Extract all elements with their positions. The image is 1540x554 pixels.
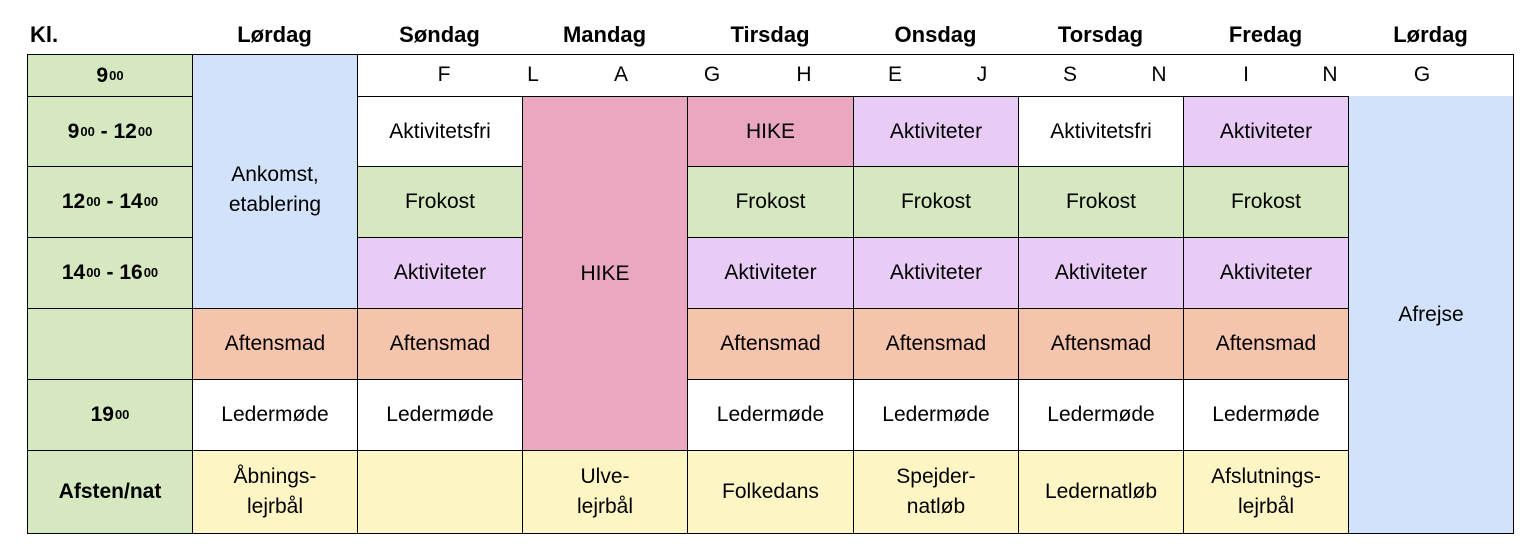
header-day-0: Lørdag <box>237 22 312 47</box>
time-label-end: 12 <box>113 119 137 143</box>
time-label: 9 <box>96 63 109 87</box>
activity-afrejse <box>1348 96 1514 534</box>
activity-ledermøde <box>1018 379 1184 451</box>
time-separator: - <box>100 261 120 284</box>
flag-letter: F <box>437 63 451 86</box>
activity-label: Afslutnings- lejrbål <box>1211 465 1321 518</box>
time-cell-3: 14 00 - 16 00 <box>27 237 193 309</box>
flagging-banner <box>357 54 1514 97</box>
time-label-end: 14 <box>119 190 143 213</box>
time-label: 9 <box>67 119 80 143</box>
activity-aftensmad <box>687 308 854 380</box>
activity-label: Åbnings- lejrbål <box>233 465 317 518</box>
activity-label: Aftensmad <box>389 332 491 355</box>
flag-letter: A <box>613 63 628 86</box>
header-day-6: Fredag <box>1228 22 1303 47</box>
flag-letter: G <box>1413 63 1431 86</box>
activity-label: Aktiviteter <box>393 261 487 284</box>
activity-label: Aktiviteter <box>889 261 983 284</box>
activity-aktiviteter <box>1183 96 1349 167</box>
activity-label: Aktivitetsfri <box>389 119 491 143</box>
flag-letter: S <box>1062 63 1077 86</box>
activity-label: Ledernatløb <box>1044 480 1158 503</box>
time-label: 12 <box>61 190 86 213</box>
time-cell-4 <box>27 308 193 380</box>
activity-aktiviteter <box>357 237 523 309</box>
activity-label: Ledermøde <box>882 403 990 426</box>
empty-cell <box>357 450 523 534</box>
time-cell-6 <box>27 450 193 534</box>
activity-frokost <box>1183 166 1349 238</box>
activity-frokost <box>853 166 1019 238</box>
activity-ledermøde <box>853 379 1019 451</box>
activity-label: Frokost <box>1065 190 1136 213</box>
flag-letter: G <box>703 63 721 86</box>
activity-frokost <box>687 166 854 238</box>
activity-label: Ledermøde <box>1047 403 1155 426</box>
flag-letter: H <box>796 63 812 86</box>
time-label: 14 <box>61 261 86 284</box>
flag-letter: N <box>1322 63 1338 86</box>
header-day-5: Torsdag <box>1057 22 1144 47</box>
activity-hike <box>687 96 854 167</box>
time-cell-1: 9 00 - 12 00 <box>27 96 193 167</box>
activity-frokost <box>1018 166 1184 238</box>
activity-aktivitetsfri <box>357 96 523 167</box>
activity-label: Frokost <box>404 190 475 213</box>
activity-aftensmad <box>1183 308 1349 380</box>
activity-ledermøde <box>1183 379 1349 451</box>
header-day-3: Tirsdag <box>730 22 810 47</box>
activity-label: Aftensmad <box>885 332 987 355</box>
activity-spejdernatløb <box>853 450 1019 534</box>
activity-afslutningslejrbål <box>1183 450 1349 534</box>
activity-label: Ledermøde <box>716 403 825 426</box>
activity-frokost <box>357 166 523 238</box>
activity-ledermøde <box>357 379 523 451</box>
activity-aftensmad <box>853 308 1019 380</box>
activity-aktiviteter <box>1183 237 1349 309</box>
activity-label: Frokost <box>735 190 806 213</box>
time-label-end: 16 <box>119 261 143 284</box>
time-cell-2: 12 00 - 14 00 <box>27 166 193 238</box>
activity-aftensmad <box>357 308 523 380</box>
activity-aftensmad <box>1018 308 1184 380</box>
flag-letter: I <box>1243 63 1249 86</box>
activity-label: Frokost <box>900 190 971 213</box>
header-day-2: Mandag <box>562 22 647 47</box>
activity-aktiviteter <box>687 237 854 309</box>
time-separator: - <box>100 190 120 213</box>
header-kl: Kl. <box>30 22 59 47</box>
activity-label: HIKE <box>580 261 630 285</box>
time-label: Afsten/nat <box>58 480 162 503</box>
activity-label: Ledermøde <box>1212 403 1320 426</box>
lordag-arrival-top <box>192 54 358 97</box>
activity-ankomstetablering <box>192 95 358 309</box>
time-cell-5: 19 00 <box>27 379 193 451</box>
time-label: 19 <box>90 403 114 426</box>
activity-label: Aktiviteter <box>1219 119 1313 143</box>
activity-label: Aftensmad <box>1215 332 1317 355</box>
activity-ledernatløb <box>1018 450 1184 534</box>
activity-label: Aftensmad <box>720 332 821 355</box>
activity-åbningslejrbål <box>192 450 358 534</box>
activity-label: Ledermøde <box>386 403 494 426</box>
header-day-1: Søndag <box>399 22 480 47</box>
activity-folkedans <box>687 450 854 534</box>
time-cell-0: 9 00 <box>27 54 193 97</box>
activity-label: Ulve- lejrbål <box>576 465 634 518</box>
activity-label: Afrejse <box>1398 302 1464 326</box>
activity-label: HIKE <box>745 119 795 143</box>
flag-letter: L <box>527 63 539 86</box>
activity-label: Aktiviteter <box>724 261 817 284</box>
time-separator: - <box>94 119 114 143</box>
activity-hike <box>522 96 688 451</box>
activity-ledermøde <box>687 379 854 451</box>
activity-label: Aktiviteter <box>889 119 983 143</box>
activity-label: Ankomst, etablering <box>228 162 322 216</box>
flag-letter: E <box>887 63 902 86</box>
activity-aktiviteter <box>853 237 1019 309</box>
activity-label: Folkedans <box>722 480 819 503</box>
activity-aftensmad <box>192 308 358 380</box>
activity-aktiviteter <box>1018 237 1184 309</box>
activity-aktivitetsfri <box>1018 96 1184 167</box>
activity-label: Frokost <box>1230 190 1301 213</box>
activity-aktiviteter <box>853 96 1019 167</box>
activity-label: Aftensmad <box>224 332 326 355</box>
activity-label: Aktiviteter <box>1054 261 1148 284</box>
activity-label: Aktiviteter <box>1219 261 1313 284</box>
activity-label: Aktivitetsfri <box>1050 119 1152 143</box>
header-day-7: Lørdag <box>1393 22 1468 47</box>
activity-label: Spejder- natløb <box>896 465 976 518</box>
activity-ulvelejrbål <box>522 450 688 534</box>
flag-letter: N <box>1151 63 1167 86</box>
activity-ledermøde <box>192 379 358 451</box>
flag-letter: J <box>976 63 988 86</box>
activity-label: Aftensmad <box>1050 332 1152 355</box>
header-day-4: Onsdag <box>894 22 977 47</box>
activity-label: Ledermøde <box>221 403 329 426</box>
